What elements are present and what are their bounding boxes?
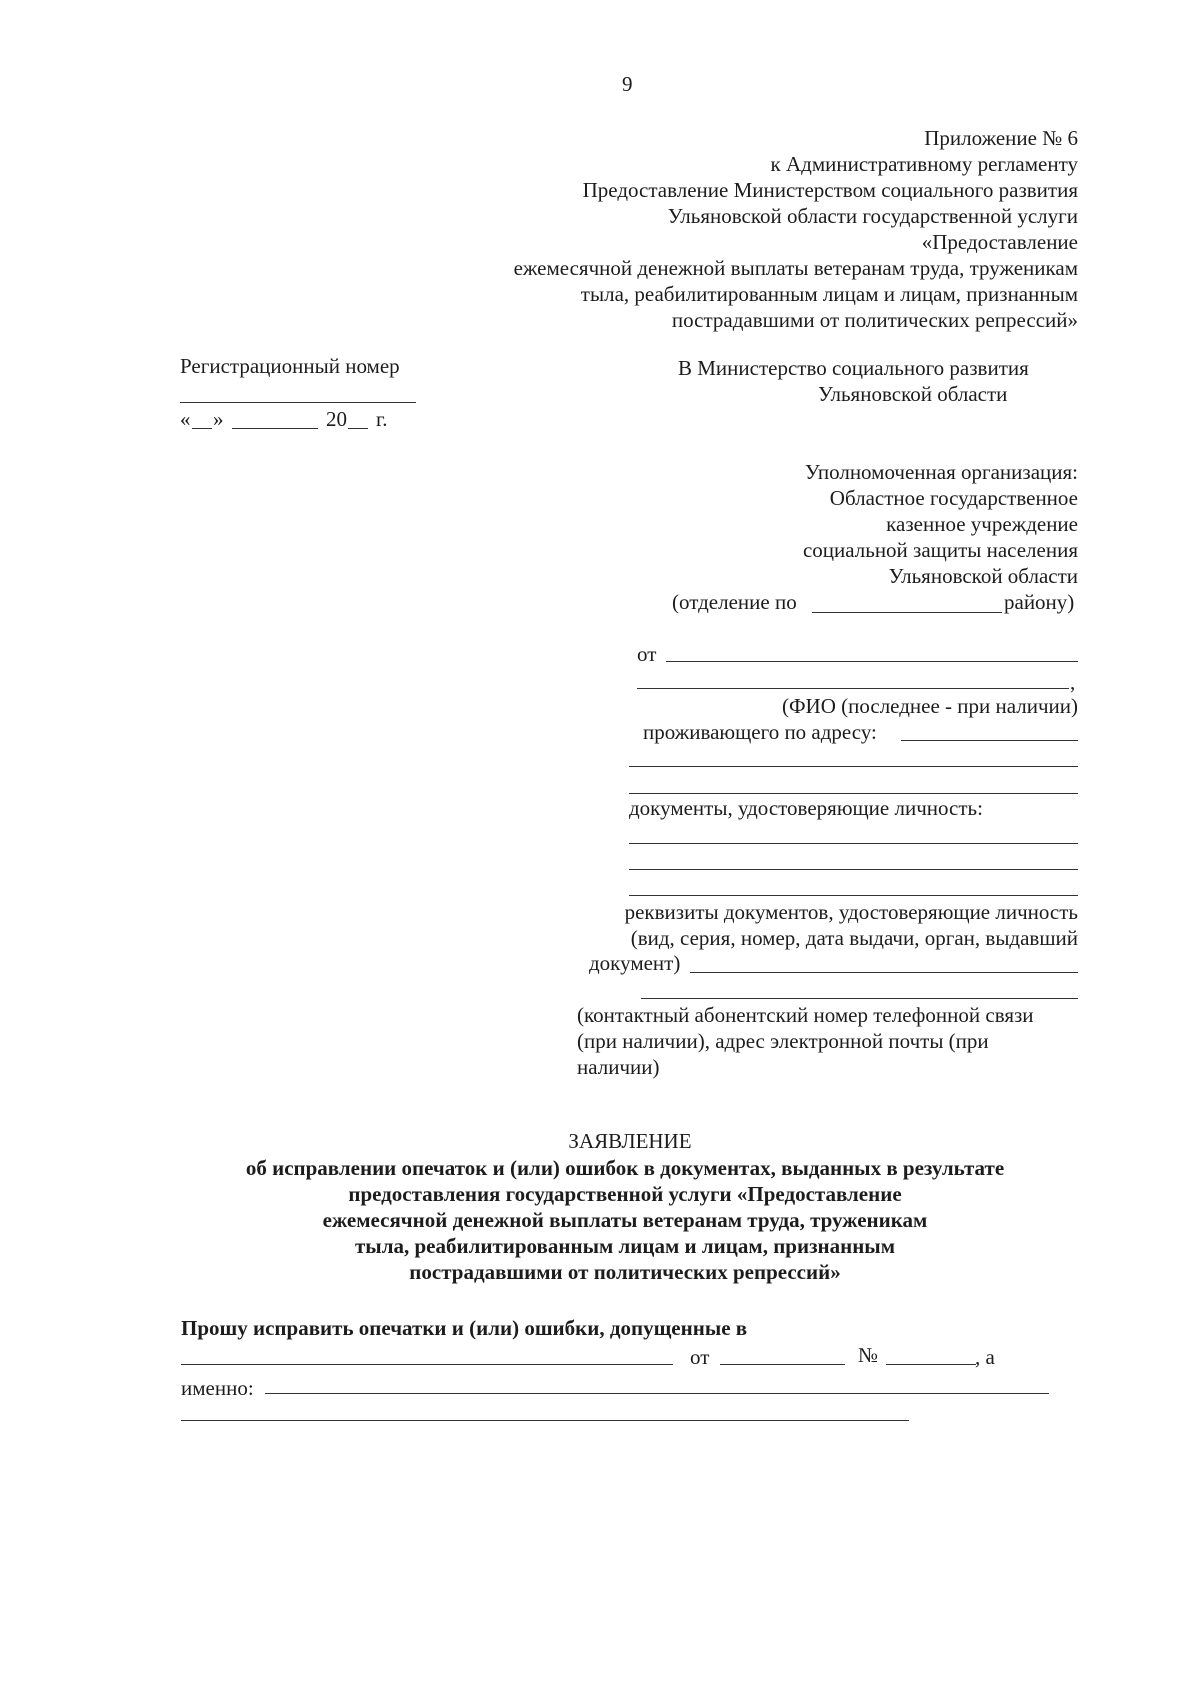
applicant-contact-line: (контактный абонентский номер телефонной связи: [577, 1003, 1034, 1027]
organization-line: социальной защиты населения: [802, 538, 1078, 562]
registration-number-line[interactable]: [180, 402, 416, 403]
registration-year-line[interactable]: [348, 428, 368, 429]
addressee-line: В Министерство социального развития: [678, 356, 1029, 380]
appendix-line: тыла, реабилитированным лицам и лицам, признанным: [580, 282, 1078, 306]
applicant-id-details-line-2[interactable]: [641, 998, 1078, 999]
applicant-contact-line: (при наличии), адрес электронной почты (при: [577, 1029, 989, 1053]
request-from-label: от: [690, 1345, 710, 1369]
applicant-address-line-3[interactable]: [629, 793, 1078, 794]
registration-label: Регистрационный номер: [180, 354, 400, 378]
request-namely-line-2[interactable]: [181, 1420, 909, 1421]
applicant-id-details-line-1[interactable]: [690, 972, 1078, 973]
request-date-line[interactable]: [720, 1364, 845, 1365]
request-namely-label: именно:: [181, 1376, 254, 1400]
applicant-fio-hint: (ФИО (последнее - при наличии): [781, 694, 1078, 718]
statement-subtitle-line: пострадавшими от политических репрессий»: [409, 1260, 841, 1284]
registration-year-prefix: 20: [326, 407, 347, 431]
statement-subtitle-line: тыла, реабилитированным лицам и лицам, признанным: [354, 1234, 896, 1258]
applicant-id-details-line: реквизиты документов, удостоверяющие личность: [624, 900, 1078, 924]
organization-line: Ульяновской области: [888, 564, 1078, 588]
addressee-line: Ульяновской области: [818, 382, 1008, 406]
request-document-line[interactable]: [181, 1364, 673, 1365]
applicant-id-docs-line-1[interactable]: [629, 843, 1078, 844]
appendix-title: Приложение № 6: [924, 126, 1078, 150]
applicant-address-line-1[interactable]: [901, 740, 1078, 741]
request-number-line[interactable]: [886, 1364, 976, 1365]
statement-subtitle-line: ежемесячной денежной выплаты ветеранам труда, труженикам: [322, 1208, 928, 1232]
statement-subtitle-line: об исправлении опечаток и (или) ошибок в документах, выданных в результате: [245, 1156, 1005, 1180]
applicant-name-comma: ,: [1070, 670, 1076, 694]
appendix-line: Ульяновской области государственной услуги: [667, 204, 1078, 228]
applicant-name-line-1[interactable]: [666, 661, 1078, 662]
organization-line: казенное учреждение: [886, 512, 1078, 536]
statement-subtitle-line: предоставления государственной услуги «Предоставление: [348, 1182, 902, 1206]
appendix-line: пострадавшими от политических репрессий»: [671, 308, 1078, 332]
registration-date-open-quote: «: [180, 407, 191, 431]
request-and-label: , а: [975, 1345, 995, 1369]
registration-month-line[interactable]: [232, 428, 318, 429]
applicant-address-line-2[interactable]: [629, 766, 1078, 767]
appendix-line: ежемесячной денежной выплаты ветеранам труда, труженикам: [513, 256, 1078, 280]
organization-line: Областное государственное: [829, 486, 1078, 510]
applicant-id-details-line: (вид, серия, номер, дата выдачи, орган, выдавший: [630, 926, 1078, 950]
request-text: Прошу исправить опечатки и (или) ошибки, допущенные в: [181, 1316, 748, 1340]
applicant-name-line-2[interactable]: [637, 688, 1069, 689]
organization-line: Уполномоченная организация:: [804, 460, 1078, 484]
branch-suffix: району): [1004, 590, 1075, 614]
statement-title: ЗАЯВЛЕНИЕ: [568, 1129, 692, 1153]
applicant-contact-line: наличии): [577, 1055, 660, 1079]
request-number-label: №: [858, 1343, 879, 1367]
appendix-line: «Предоставление: [921, 230, 1078, 254]
page-number: 9: [622, 72, 633, 96]
request-namely-line-1[interactable]: [265, 1393, 1049, 1394]
applicant-address-label: проживающего по адресу:: [643, 720, 877, 744]
applicant-id-docs-label: документы, удостоверяющие личность:: [629, 796, 983, 820]
appendix-line: к Административному регламенту: [770, 152, 1078, 176]
applicant-id-details-line: документ): [589, 951, 681, 975]
registration-year-suffix: г.: [376, 407, 388, 431]
registration-day-line[interactable]: [192, 428, 212, 429]
applicant-id-docs-line-3[interactable]: [629, 895, 1078, 896]
branch-district-line[interactable]: [812, 612, 1002, 613]
registration-date-close-quote: »: [213, 407, 224, 431]
applicant-id-docs-line-2[interactable]: [629, 869, 1078, 870]
appendix-line: Предоставление Министерством социального развития: [582, 178, 1078, 202]
branch-prefix: (отделение по: [672, 590, 797, 614]
applicant-from-label: от: [637, 642, 657, 666]
